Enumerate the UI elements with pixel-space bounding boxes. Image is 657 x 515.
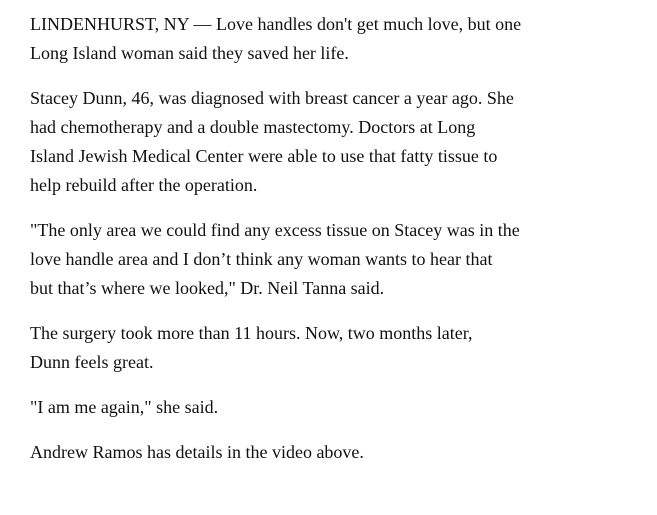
article-paragraph-statement: "I am me again," she said. (30, 397, 219, 417)
article-paragraph-surgery: The surgery took more than 11 hours. Now, two months later, Dunn feels great. (30, 323, 473, 372)
article-paragraph-quote: "The only area we could find any excess tissue on Stacey was in the love handle area and I don’t think any woman wants to hear that but that’s where we looked," Dr. Neil Tanna said. (30, 220, 520, 298)
article-paragraph-dateline: LINDENHURST, NY — Love handles don't get much love, but one Long Island woman said they saved her life. (30, 14, 522, 63)
article-body (30, 10, 645, 483)
article-paragraph-credit: Andrew Ramos has details in the video above. (30, 442, 364, 462)
article-paragraph-diagnosis: Stacey Dunn, 46, was diagnosed with breast cancer a year ago. She had chemotherapy and a double mastectomy. Doctors at Long Island Jewish Medical Center were able to use that fatty tissue to help rebuild after the operation. (30, 88, 514, 195)
